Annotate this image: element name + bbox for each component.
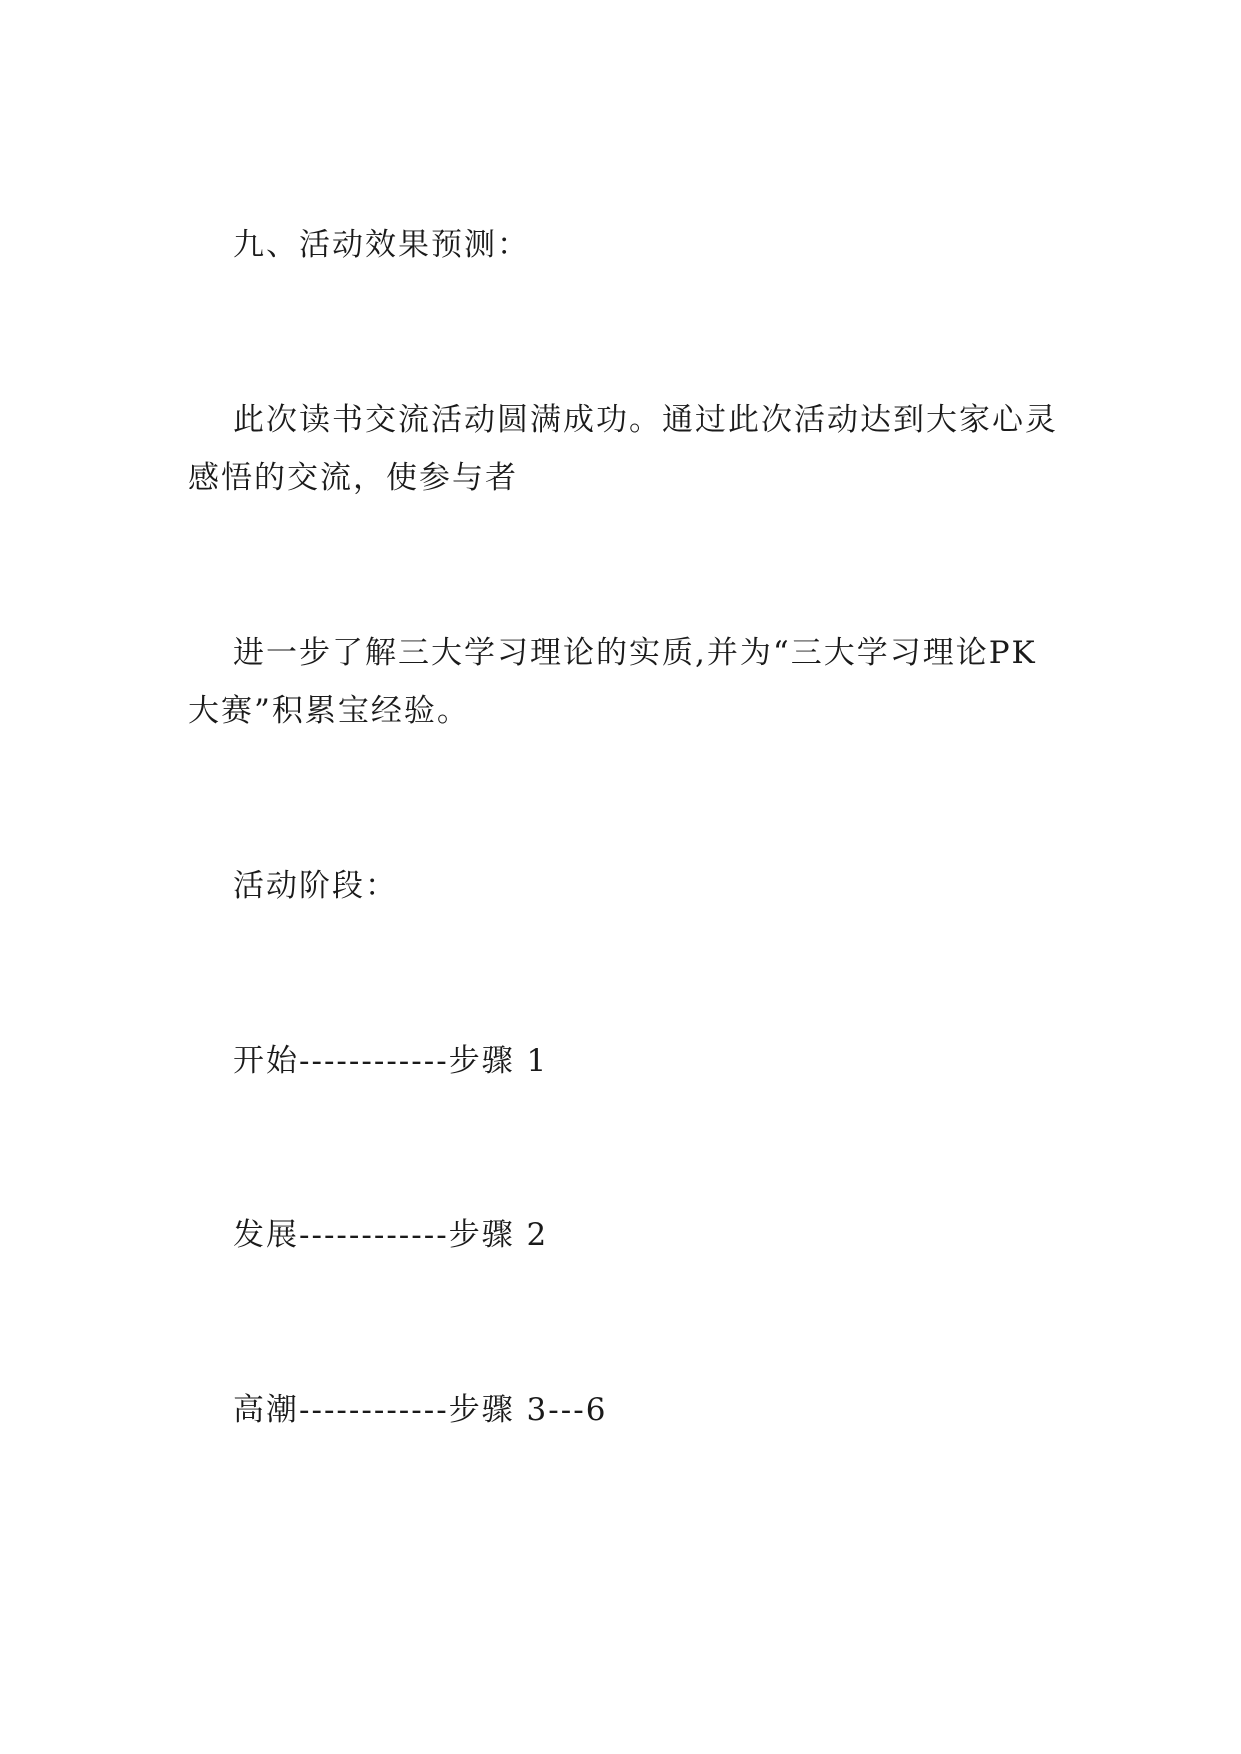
paragraph-1-line-2: 感悟的交流，使参与者 (188, 460, 518, 496)
stage-item: 高潮------------步骤 3---6 (233, 1392, 608, 1428)
paragraph-2-line-2: 大赛”积累宝经验。 (188, 693, 470, 729)
paragraph-2-line-1: 进一步了解三大学习理论的实质,并为“三大学习理论PK (233, 635, 1037, 671)
stage-item: 开始------------步骤 1 (233, 1043, 549, 1079)
stage-item: 发展------------步骤 2 (233, 1217, 549, 1253)
section-heading: 九、活动效果预测： (233, 227, 530, 263)
stages-heading: 活动阶段： (233, 868, 398, 904)
paragraph-1-line-1: 此次读书交流活动圆满成功。通过此次活动达到大家心灵 (233, 402, 1058, 438)
